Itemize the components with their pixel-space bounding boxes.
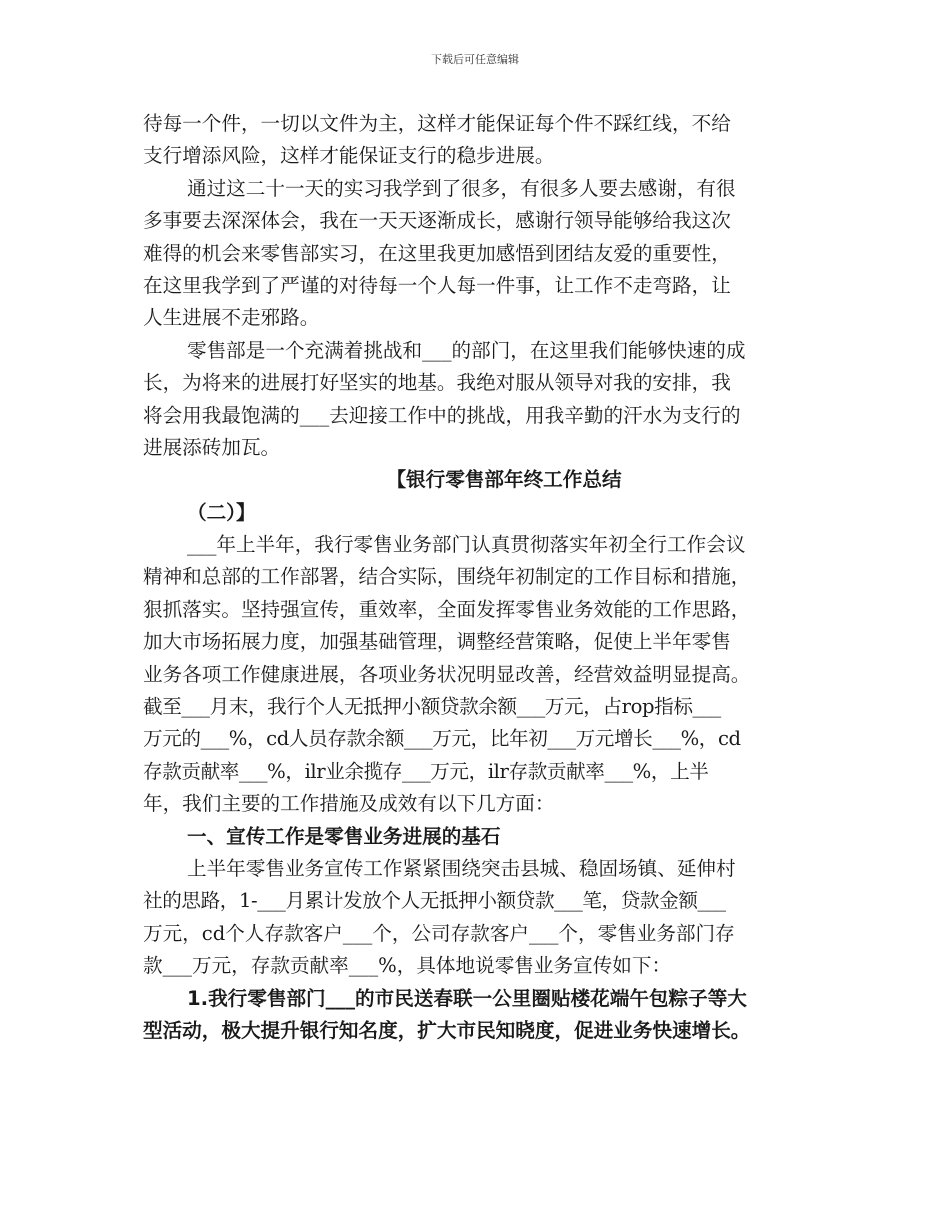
paragraph-line: 上半年零售业务宣传工作紧紧围绕突击县城、稳固场镇、延伸村	[187, 856, 736, 880]
paragraph-line: 万元，cd个人存款客户___个，公司存款客户___个，零售业务部门存	[143, 921, 735, 945]
paragraph-line: 通过这二十一天的实习我学到了很多，有很多人要去感谢，有很	[187, 176, 736, 200]
subsection-heading: 一、宣传工作是零售业务进展的基石	[187, 824, 501, 848]
paragraph-line: 款___万元，存款贡献率___%，具体地说零售业务宣传如下：	[143, 954, 672, 978]
paragraph-line: ___年上半年，我行零售业务部门认真贯彻落实年初全行工作会议	[187, 533, 746, 557]
paragraph-line: 加大市场拓展力度，加强基础管理，调整经营策略，促使上半年零售	[143, 630, 731, 654]
paragraph-line: 年，我们主要的工作措施及成效有以下几方面：	[143, 792, 555, 816]
paragraph-line: 待每一个件，一切以文件为主，这样才能保证每个件不踩红线，不给	[143, 112, 731, 135]
paragraph-line: 在这里我学到了严谨的对待每一个人每一件事，让工作不走弯路，让	[143, 273, 731, 297]
document-body	[143, 108, 813, 1047]
paragraph-line: 精神和总部的工作部署，结合实际，围绕年初制定的工作目标和措施，	[143, 565, 751, 589]
paragraph-line: 零售部是一个充满着挑战和___的部门，在这里我们能够快速的成	[187, 338, 746, 362]
bold-paragraph-line: 1.我行零售部门___的市民送春联一公里圈贴楼花端午包粽子等大	[187, 986, 747, 1010]
paragraph-line: 支行增添风险，这样才能保证支行的稳步进展。	[143, 144, 555, 168]
paragraph-line: 多事要去深深体会，我在一天天逐渐成长，感谢行领导能够给我这次	[143, 209, 731, 233]
paragraph-line: 人生进展不走邪路。	[143, 306, 320, 330]
paragraph-line: 长，为将来的进展打好坚实的地基。我绝对服从领导对我的安排，我	[143, 371, 731, 395]
page-header: 下载后可任意编辑	[431, 53, 519, 66]
paragraph-line: 社的思路，1-___月累计发放个人无抵押小额贷款___笔，贷款金额___	[143, 889, 726, 913]
paragraph-line: 将会用我最饱满的___去迎接工作中的挑战，用我辛勤的汗水为支行的	[143, 403, 741, 427]
paragraph-line: 业务各项工作健康进展，各项业务状况明显改善，经营效益明显提高。	[143, 662, 751, 686]
section-title: 【银行零售部年终工作总结	[386, 468, 622, 492]
paragraph-line: 进展添砖加瓦。	[143, 435, 281, 459]
paragraph-line: 难得的机会来零售部实习，在这里我更加感悟到团结友爱的重要性，	[143, 241, 731, 265]
bold-paragraph-line: 型活动，极大提升银行知名度，扩大市民知晓度，促进业务快速增长。	[143, 1018, 751, 1042]
paragraph-line: 狠抓落实。坚持强宣传，重效率，全面发挥零售业务效能的工作思路，	[143, 597, 751, 621]
section-title-suffix: （二）】	[187, 500, 256, 524]
paragraph-line: 截至___月末，我行个人无抵押小额贷款余额___万元，占rop指标___	[143, 695, 721, 719]
paragraph-line: 万元的___%，cd人员存款余额___万元，比年初___万元增长___%，cd	[143, 727, 741, 751]
paragraph-line: 存款贡献率___%，ilr业余揽存___万元，ilr存款贡献率___%，上半	[143, 759, 709, 783]
